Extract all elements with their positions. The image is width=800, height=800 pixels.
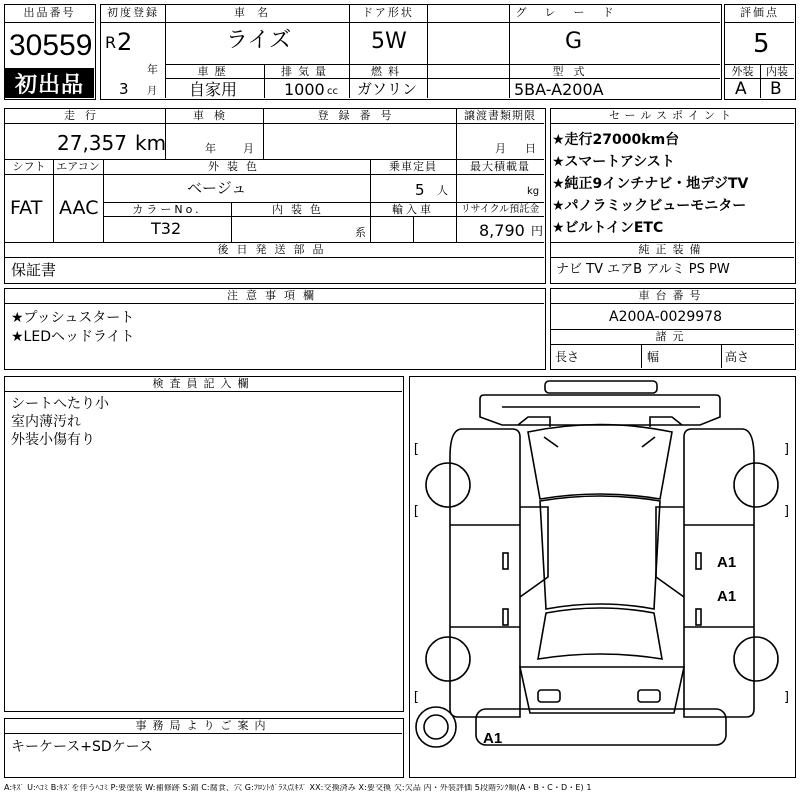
damage-mark-3: A1 xyxy=(483,730,503,747)
transfer-month-unit: 月 xyxy=(495,142,506,155)
sales-point-4: ★パノラミックビューモニター xyxy=(552,198,747,214)
inspection-year-unit: 年 xyxy=(205,142,216,155)
notes-box xyxy=(4,288,546,370)
office-label: 事務局よりご案内 xyxy=(135,719,272,732)
grade: G xyxy=(565,29,583,54)
ac: AAC xyxy=(59,197,99,219)
displacement-label: 排気量 xyxy=(281,65,332,78)
bracket-left-2: [ xyxy=(412,504,420,519)
chassis-label: 車台番号 xyxy=(638,289,707,302)
recycle-unit: 円 xyxy=(531,224,544,238)
displacement: 1000 xyxy=(284,80,325,99)
exterior-grade: A xyxy=(735,79,747,99)
lot-number-box xyxy=(4,4,96,100)
first-reg-year: 2 xyxy=(117,28,133,56)
first-reg-label: 初度登録 xyxy=(107,6,159,19)
fuel: ガソリン xyxy=(357,80,418,98)
mileage-label: 走行 xyxy=(64,109,106,122)
length-label: 長さ xyxy=(555,350,580,364)
damage-mark-1: A1 xyxy=(717,554,737,571)
dims-label: 諸元 xyxy=(655,330,690,343)
car-name-label: 車名 xyxy=(234,6,280,19)
car-diagram-box xyxy=(409,376,796,778)
history-label: 車歴 xyxy=(197,65,232,78)
notes-label: 注意事項欄 xyxy=(227,289,322,302)
inspector-line-3: 外装小傷有り xyxy=(11,432,95,448)
lot-number-label: 出品番号 xyxy=(23,6,76,19)
ac-label: エアコン xyxy=(56,160,100,173)
import-label: 輸入車 xyxy=(392,203,434,216)
transfer-day-unit: 日 xyxy=(525,142,536,155)
inspection-label: 車検 xyxy=(193,109,235,122)
displacement-unit: cc xyxy=(327,86,338,97)
damage-mark-2: A1 xyxy=(717,588,737,605)
inspector-line-1: シートへたり小 xyxy=(11,396,109,412)
seats: 5 xyxy=(415,181,425,199)
later-parts-label: 後日発送部品 xyxy=(217,243,332,256)
legend-text: A:ｷｽﾞ U:ﾍｺﾐ B:ｷｽﾞを伴うﾍｺﾐ P:要塗装 W:補修跡 S:錆 C:腐食、穴 G:ﾌﾛﾝﾄｶﾞﾗｽ点ｷｽﾞ XX:交換済み X:要交換 欠:欠品 内・外装評価 5段階ﾗﾝｸ順(A・B・C・D・E) 1 xyxy=(4,784,592,792)
bracket-right-3: ] xyxy=(783,690,791,705)
max-load-unit: kg xyxy=(527,186,540,197)
max-load-label: 最大積載量 xyxy=(470,160,530,173)
bracket-left-3: [ xyxy=(412,690,420,705)
seats-unit: 人 xyxy=(437,184,448,197)
equipment: ナビ TV エアB アルミ PS PW xyxy=(556,262,730,277)
interior-grade: B xyxy=(770,79,782,99)
seats-label: 乗車定員 xyxy=(389,160,437,173)
era: R xyxy=(105,33,117,52)
year-unit: 年 xyxy=(147,63,158,76)
grade-label: グレード xyxy=(515,6,632,19)
model-code-label: 型式 xyxy=(552,65,595,78)
sales-point-2: ★スマートアシスト xyxy=(552,154,675,170)
history: 自家用 xyxy=(189,80,238,99)
inspector-label: 検査員記入欄 xyxy=(152,377,255,390)
mileage-unit: km xyxy=(135,131,167,155)
sales-point-3: ★純正9インチナビ・地デジTV xyxy=(552,176,749,192)
car-diagram xyxy=(410,377,794,776)
inspector-box xyxy=(4,376,404,712)
mileage: 27,357 xyxy=(57,131,127,155)
score: 5 xyxy=(753,29,770,59)
transfer-deadline-label: 譲渡書類期限 xyxy=(464,109,536,122)
door-label: ドア形状 xyxy=(362,6,414,19)
int-color-unit: 系 xyxy=(355,226,366,239)
later-parts: 保証書 xyxy=(11,261,57,279)
sales-points-box xyxy=(550,108,796,284)
bracket-right-2: ] xyxy=(783,504,791,519)
recycle-label: リサイクル預託金 xyxy=(460,204,540,215)
shift: FAT xyxy=(10,197,43,219)
height-label: 高さ xyxy=(725,350,750,364)
equipment-label: 純正装備 xyxy=(638,243,707,256)
note-2: ★LEDヘッドライト xyxy=(11,329,135,345)
chassis-box xyxy=(550,288,796,370)
bracket-left-1: [ xyxy=(412,442,420,457)
chassis-number: A200A-0029978 xyxy=(609,309,722,325)
header-grid xyxy=(100,4,722,100)
ext-color: ベージュ xyxy=(187,179,247,197)
reg-number-label: 登録番号 xyxy=(317,109,402,122)
bracket-right-1: ] xyxy=(783,442,791,457)
ext-color-label: 外装色 xyxy=(208,160,265,173)
first-reg-month: 3 xyxy=(119,80,129,98)
inspection-month-unit: 月 xyxy=(243,142,254,155)
note-1: ★プッシュスタート xyxy=(11,310,135,326)
width-label: 幅 xyxy=(647,350,660,364)
vehicle-details-grid xyxy=(4,108,546,284)
office-box xyxy=(4,718,404,778)
inspector-line-2: 室内薄汚れ xyxy=(11,414,81,430)
sales-point-1: ★走行27000km台 xyxy=(552,132,680,148)
exterior-label: 外装 xyxy=(731,65,754,78)
first-listing-badge: 初出品 xyxy=(5,68,94,98)
interior-label: 内装 xyxy=(766,65,788,78)
car-name: ライズ xyxy=(226,28,292,53)
score-box xyxy=(724,4,796,100)
lot-number: 30559 xyxy=(9,29,93,62)
color-no-label: カラーNo. xyxy=(132,203,202,216)
door-type: 5W xyxy=(371,29,407,54)
model-code: 5BA-A200A xyxy=(514,80,604,99)
recycle-fee: 8,790 xyxy=(479,221,525,240)
fuel-label: 燃料 xyxy=(371,65,405,78)
int-color-label: 内装色 xyxy=(272,203,329,216)
sales-points-label: セールスポイント xyxy=(608,109,736,122)
month-unit: 月 xyxy=(147,86,157,97)
office-text: キーケース+SDケース xyxy=(11,739,153,755)
shift-label: シフト xyxy=(12,160,46,173)
color-no: T32 xyxy=(151,219,182,238)
sales-point-5: ★ビルトインETC xyxy=(552,220,664,236)
score-label: 評価点 xyxy=(740,6,779,19)
